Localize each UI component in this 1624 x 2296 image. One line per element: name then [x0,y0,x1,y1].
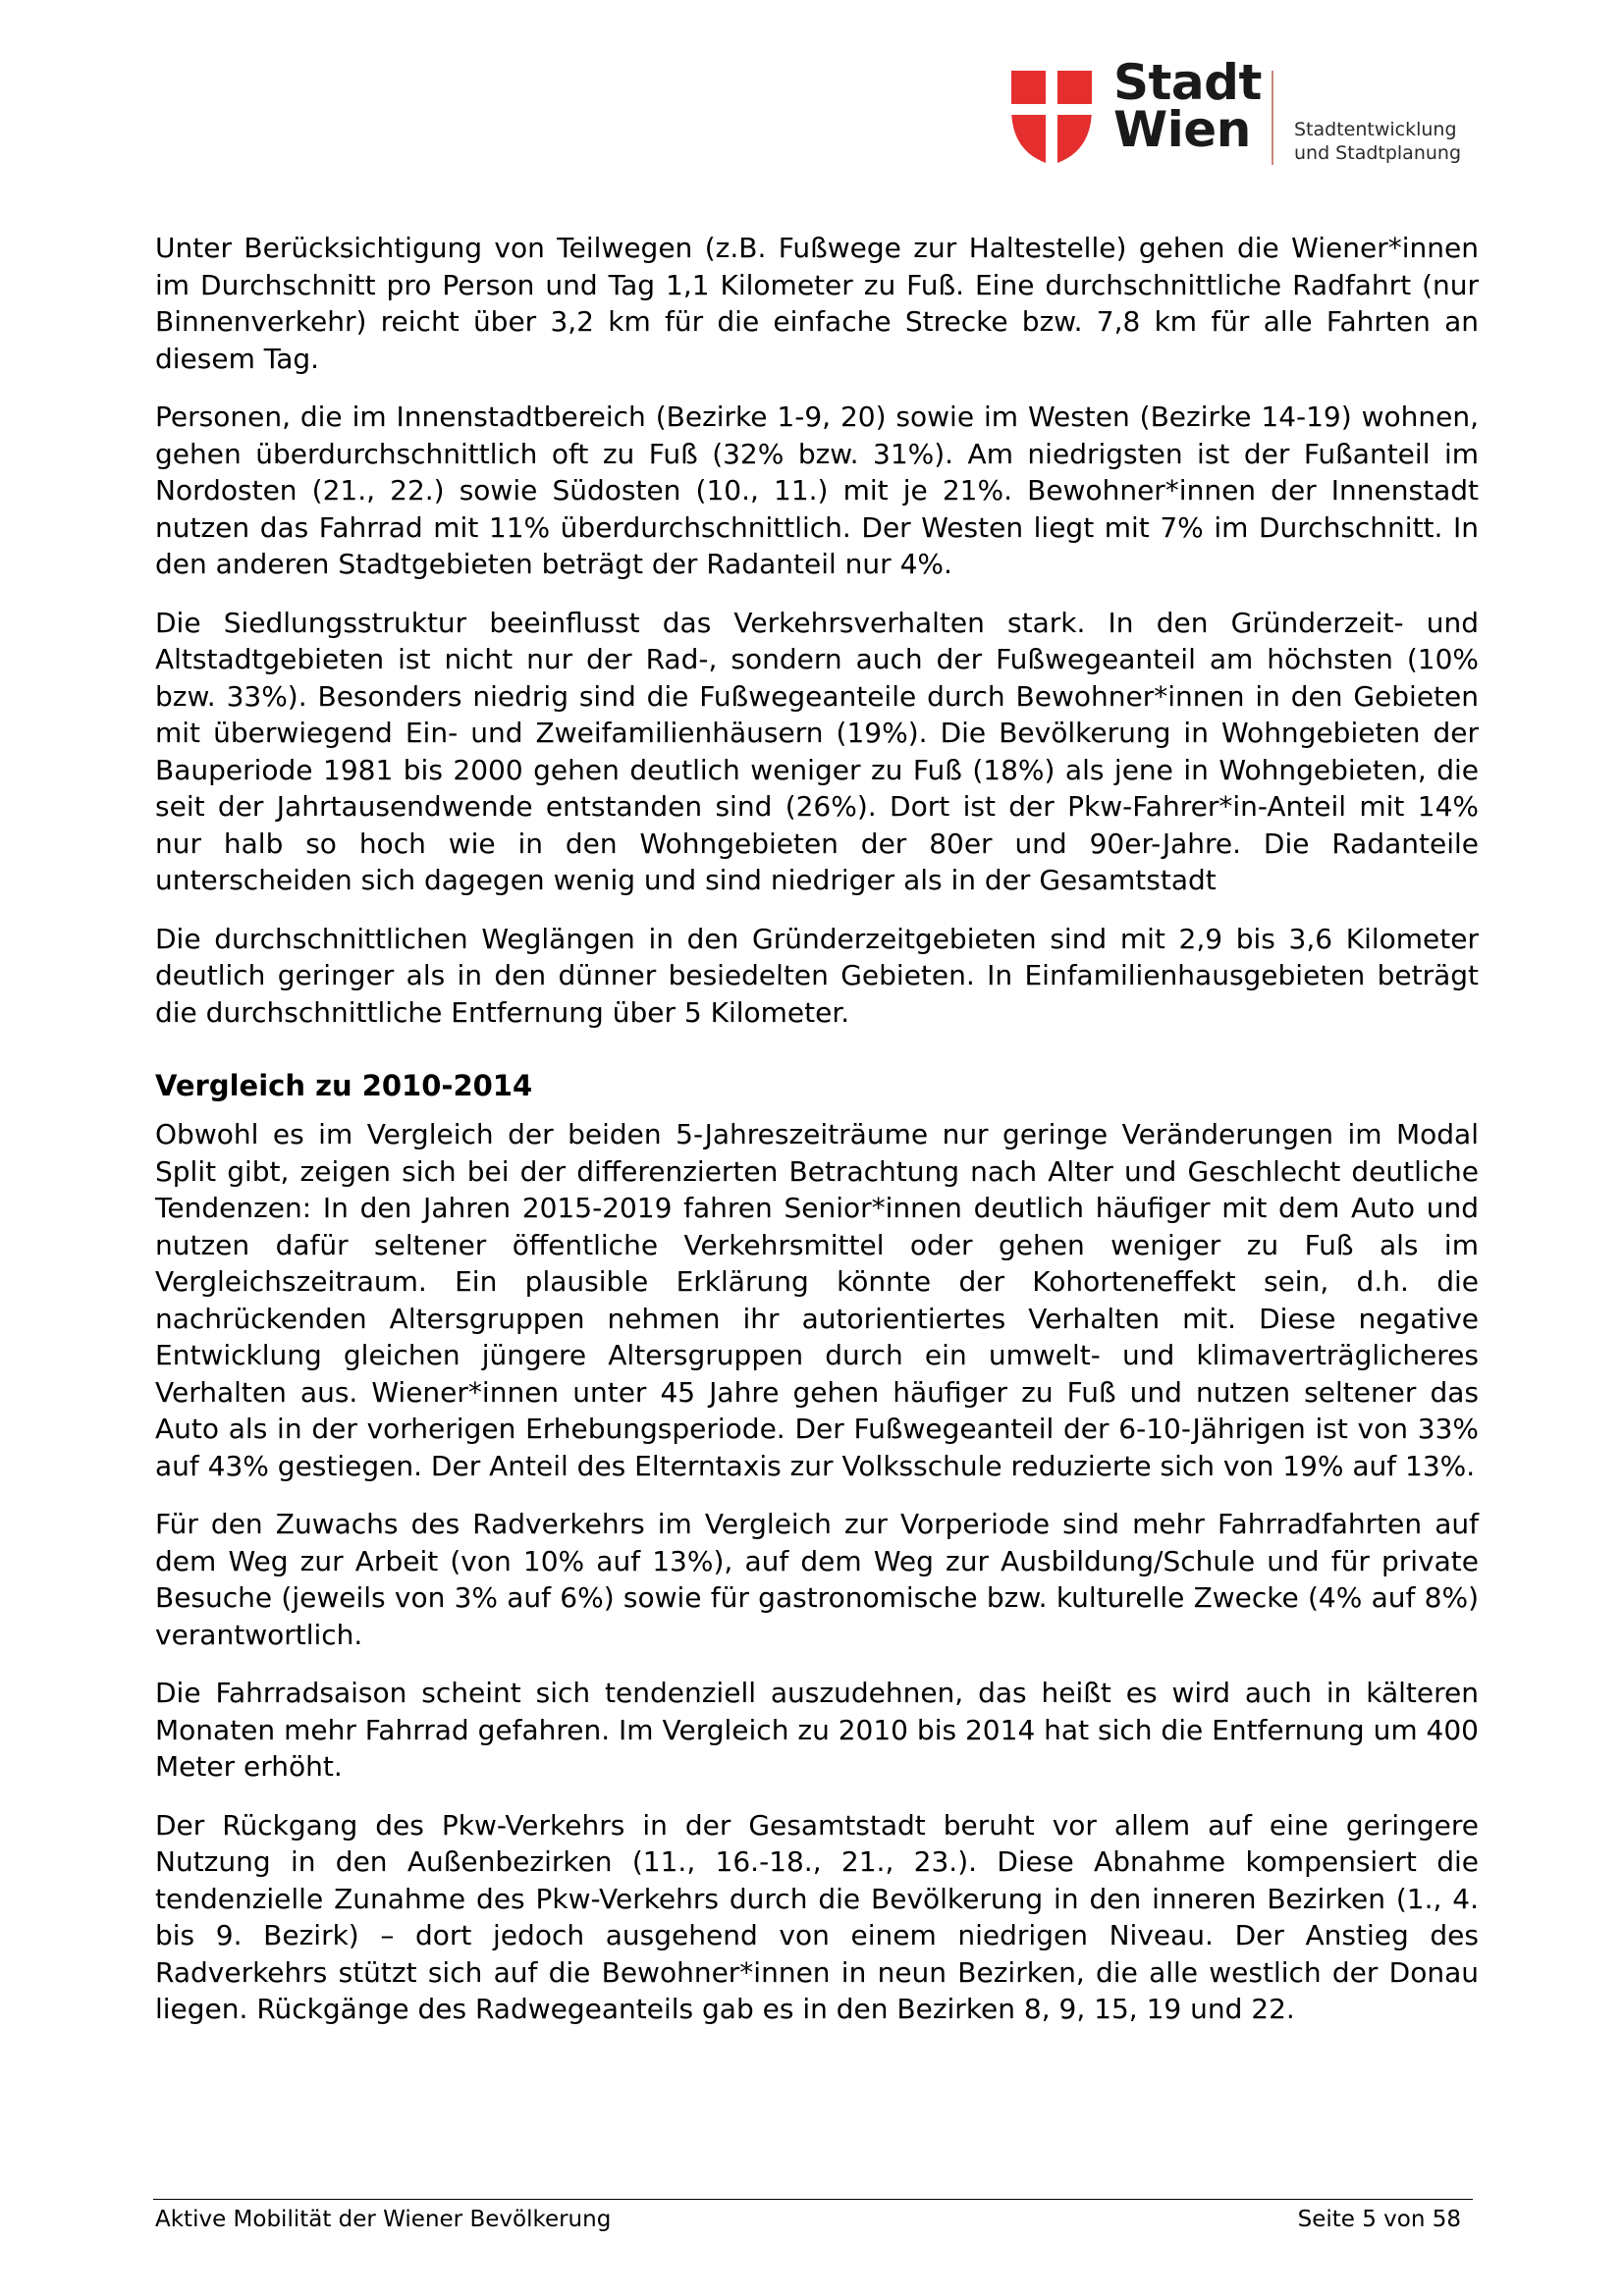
footer-document-title: Aktive Mobilität der Wiener Bevölkerung [155,2207,612,2232]
logo-department [1294,118,1461,165]
logo-wordmark [1113,54,1262,158]
paragraph: Unter Berücksichtigung von Teilwegen (z.B. Fußwege zur Haltestelle) gehen die Wiener*innen im Durchschnitt pro Person und Tag 1,1 Kilometer zu Fuß. Eine durchschnittliche Radfahrt (nur Binnenverkehr) reicht über 3,2 km für die einfache Strecke bzw. 7,8 km für alle Fahrten an diesem Tag. [155,232,1479,375]
section-heading: Vergleich zu 2010-2014 [155,1069,533,1102]
logo-wordmark-line1: Stadt [1113,54,1262,111]
paragraph: Personen, die im Innenstadtbereich (Bezirke 1-9, 20) sowie im Westen (Bezirke 14-19) wohnen, gehen überdurchschnittlich oft zu Fuß (32% bzw. 31%). Am niedrigsten ist der Fußanteil im Nordosten (21., 22.) sowie Südosten (10., 11.) mit je 21%. Bewohner*innen der Innenstadt nutzen das Fahrrad mit 11% überdurchschnittlich. Der Westen liegt mit 7% im Durchschnitt. In den anderen Stadtgebieten beträgt der Radanteil nur 4%. [155,400,1479,580]
paragraph: Für den Zuwachs des Radverkehrs im Vergleich zur Vorperiode sind mehr Fahrradfahrten auf dem Weg zur Arbeit (von 10% auf 13%), auf dem Weg zur Ausbildung/Schule und für private Besuche (jeweils von 3% auf 6%) sowie für gastronomische bzw. kulturelle Zwecke (4% auf 8%) verantwortlich. [155,1508,1479,1651]
logo-department-line1: Stadtentwicklung [1294,119,1457,140]
paragraph: Obwohl es im Vergleich der beiden 5-Jahreszeiträume nur geringe Veränderungen im Modal Split gibt, zeigen sich bei der differenzierten Betrachtung nach Alter und Geschlecht deutliche Tendenzen: In den Jahren 2015-2019 fahren Senior*innen deutlich häufiger mit dem Auto und nutzen dafür seltener öffentliche Verkehrsmittel oder gehen weniger zu Fuß als im Vergleichszeitraum. Ein plausible Erklärung könnte der Kohorteneffekt sein, d.h. die nachrückenden Altersgruppen nehmen ihr autorientiertes Verhalten mit. Diese negative Entwicklung gleichen jüngere Altersgruppen durch ein umwelt- und klimaverträglicheres Verhalten aus. Wiener*innen unter 45 Jahre gehen häufiger zu Fuß und nutzen seltener das Auto als in der vorherigen Erhebungsperiode. Der Fußwegeanteil der 6-10-Jährigen ist von 33% auf 43% gestiegen. Der Anteil des Elterntaxis zur Volksschule reduzierte sich von 19% auf 13%. [155,1118,1479,1482]
logo-wordmark-line2: Wien [1113,101,1251,158]
logo-department-line2: und Stadtplanung [1294,142,1462,164]
paragraph: Die Fahrradsaison scheint sich tendenziell auszudehnen, das heißt es wird auch in kälteren Monaten mehr Fahrrad gefahren. Im Vergleich zu 2010 bis 2014 hat sich die Entfernung um 400 Meter erhöht. [155,1677,1479,1783]
paragraph: Der Rückgang des Pkw-Verkehrs in der Gesamtstadt beruht vor allem auf eine geringere Nutzung in den Außenbezirken (11., 16.-18., 21., 23.). Diese Abnahme kompensiert die tendenzielle Zunahme des Pkw-Verkehrs durch die Bevölkerung in den inneren Bezirken (1., 4. bis 9. Bezirk) – dort jedoch ausgehend von einem niedrigen Niveau. Der Anstieg des Radverkehrs stützt sich auf die Bewohner*innen in neun Bezirken, die alle westlich der Donau liegen. Rückgänge des Radwegeanteils gab es in den Bezirken 8, 9, 15, 19 und 22. [155,1808,1479,2025]
footer-divider [153,2199,1473,2200]
paragraph: Die durchschnittlichen Weglängen in den Gründerzeitgebieten sind mit 2,9 bis 3,6 Kilometer deutlich geringer als in den dünner besiedelten Gebieten. In Einfamilienhausgebieten beträgt die durchschnittliche Entfernung über 5 Kilometer. [155,922,1479,1029]
footer-page-number: Seite 5 von 58 [1297,2207,1461,2232]
body-content [155,230,1479,2050]
vienna-coat-of-arms-icon [1011,71,1092,165]
stadt-wien-logo [1011,54,1473,175]
paragraph: Die Siedlungsstruktur beeinflusst das Verkehrsverhalten stark. In den Gründerzeit- und Altstadtgebieten ist nicht nur der Rad-, sondern auch der Fußwegeanteil am höchsten (10% bzw. 33%). Besonders niedrig sind die Fußwegeanteile durch Bewohner*innen in den Gebieten mit überwiegend Ein- und Zweifamilienhäusern (19%). Die Bevölkerung in Wohngebieten der Bauperiode 1981 bis 2000 gehen deutlich weniger zu Fuß (18%) als jene in Wohngebieten, die seit der Jahrtausendwende entstanden sind (26%). Dort ist der Pkw-Fahrer*in-Anteil mit 14% nur halb so hoch wie in den Wohngebieten der 80er und 90er-Jahre. Die Radanteile unterscheiden sich dagegen wenig und sind niedriger als in der Gesamtstadt [155,606,1479,896]
logo-divider [1272,71,1273,165]
